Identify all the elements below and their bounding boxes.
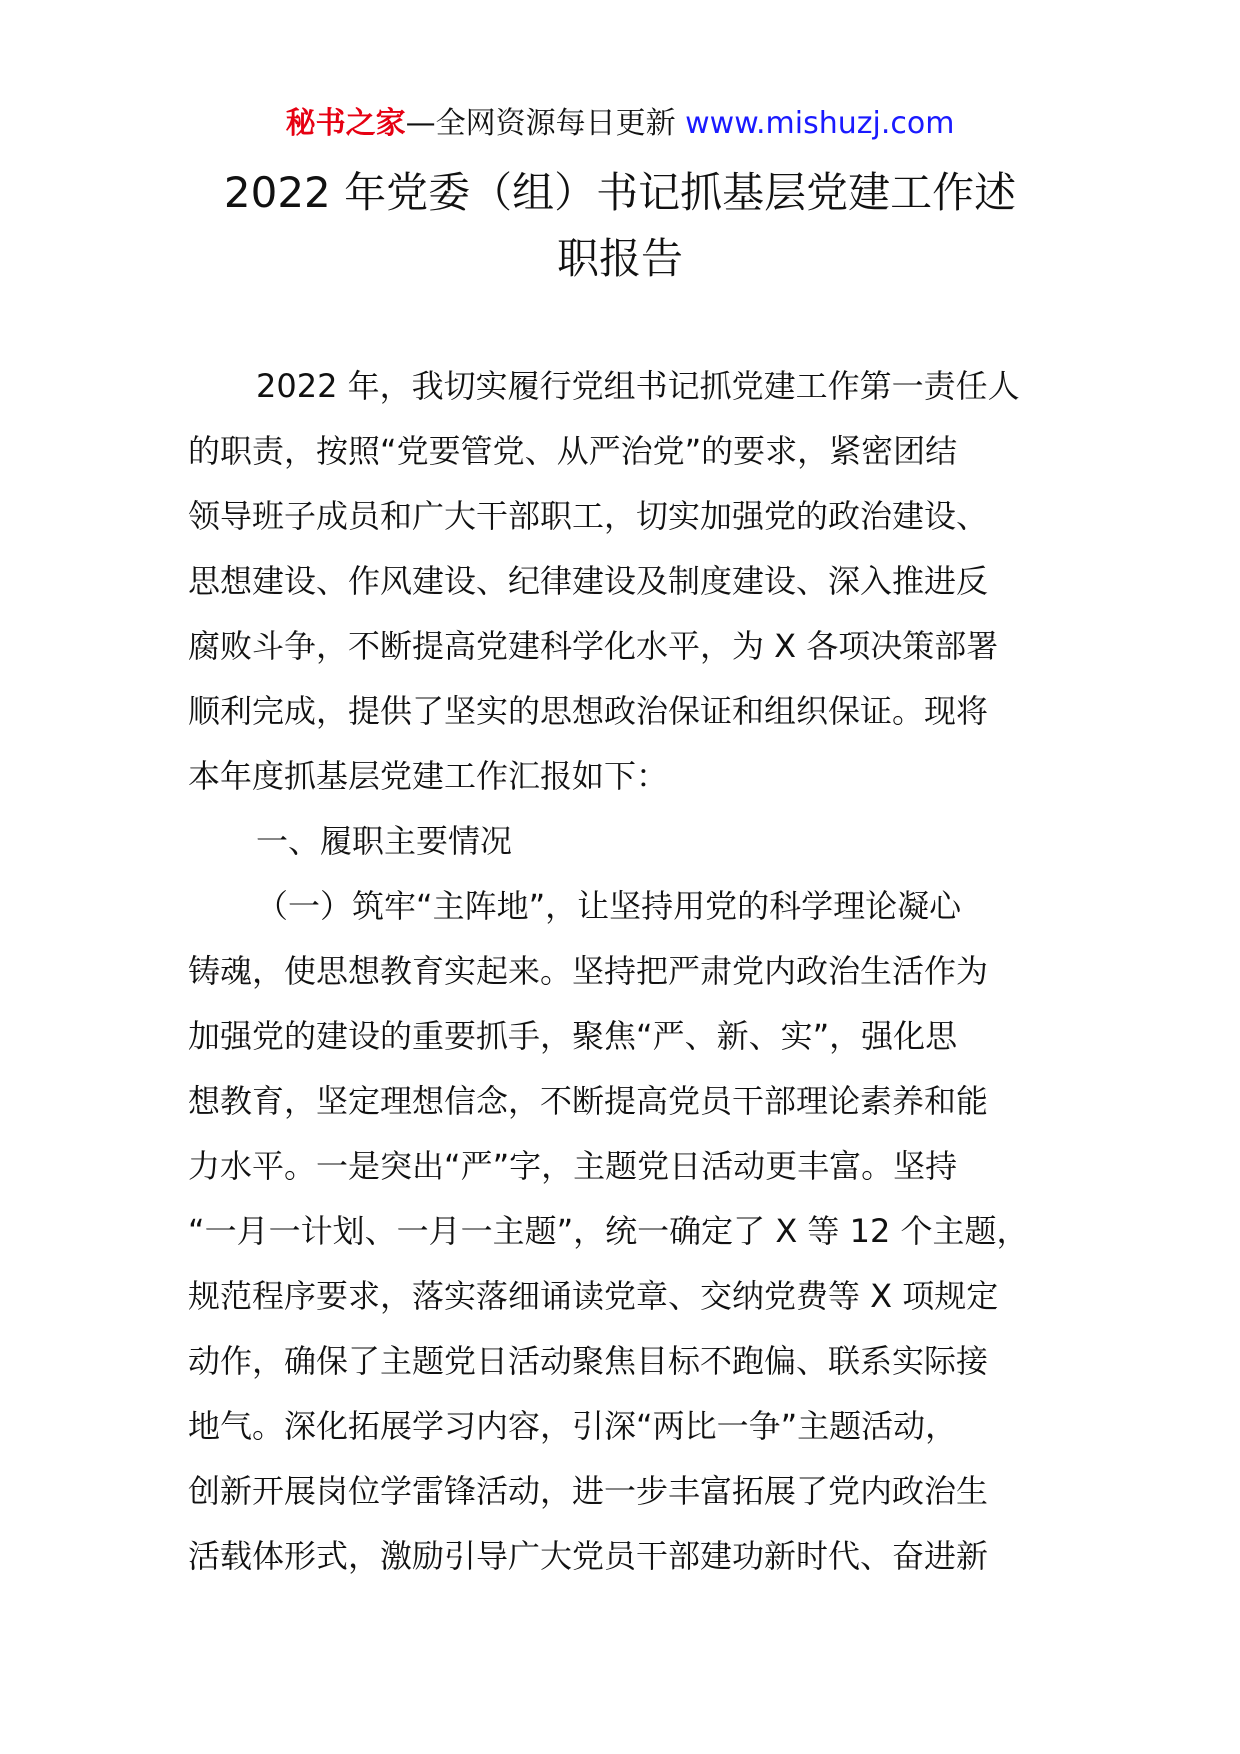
body-line: 动作，确保了主题党日活动聚焦目标不跑偏、联系实际接 [188, 1342, 989, 1380]
site-url-link[interactable]: www.mishuzj.com [685, 106, 955, 141]
body-line: 腐败斗争，不断提高党建科学化水平，为 X 各项决策部署 [188, 627, 999, 665]
body-line: 力水平。一是突出“严”字，主题党日活动更丰富。坚持 [188, 1147, 958, 1185]
body-line: “一月一计划、一月一主题”，统一确定了 X 等 12 个主题， [188, 1212, 1029, 1250]
body-line: 规范程序要求，落实落细诵读党章、交纳党费等 X 项规定 [188, 1277, 999, 1315]
brand-name: 秘书之家 [285, 106, 406, 141]
document-title [180, 160, 1060, 292]
body-line: 地气。深化拓展学习内容，引深“两比一争”主题活动， [188, 1407, 958, 1445]
body-line: 2022 年，我切实履行党组书记抓党建工作第一责任人 [256, 367, 1020, 405]
body-line: 本年度抓基层党建工作汇报如下： [188, 757, 669, 795]
section-heading: 一、履职主要情况 [256, 822, 513, 860]
body-line: 创新开展岗位学雷锋活动，进一步丰富拓展了党内政治生 [188, 1472, 989, 1510]
body-line: 铸魂，使思想教育实起来。坚持把严肃党内政治生活作为 [188, 952, 989, 990]
body-line: 的职责，按照“党要管党、从严治党”的要求，紧密团结 [188, 432, 958, 470]
body-line: 想教育，坚定理想信念，不断提高党员干部理论素养和能 [188, 1082, 989, 1120]
title-line-2: 职报告 [556, 234, 683, 283]
body-line: 加强党的建设的重要抓手，聚焦“严、新、实”，强化思 [188, 1017, 958, 1055]
body-line: 领导班子成员和广大干部职工，切实加强党的政治建设、 [188, 497, 989, 535]
site-header [0, 100, 1240, 148]
document-body [188, 354, 1060, 1589]
body-line: 活载体形式，激励引导广大党员干部建功新时代、奋进新 [188, 1537, 989, 1575]
body-line: 顺利完成，提供了坚实的思想政治保证和组织保证。现将 [188, 692, 989, 730]
header-slogan: —全网资源每日更新 [405, 106, 676, 141]
body-line: （一）筑牢“主阵地”，让坚持用党的科学理论凝心 [256, 887, 962, 925]
title-line-1: 2022 年党委（组）书记抓基层党建工作述 [223, 168, 1017, 217]
body-line: 思想建设、作风建设、纪律建设及制度建设、深入推进反 [188, 562, 989, 600]
